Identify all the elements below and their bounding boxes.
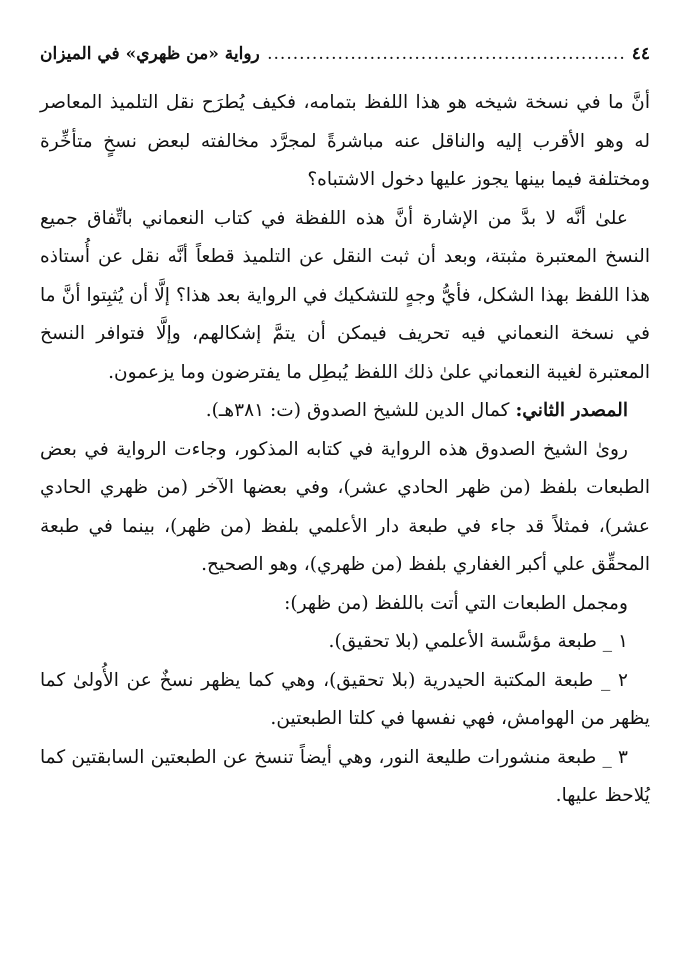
section-heading: المصدر الثاني:	[515, 400, 628, 421]
section-line	[40, 392, 650, 431]
header-title: رواية «من ظهري» في الميزان	[40, 44, 260, 64]
paragraph: علىٰ أنَّه لا بدَّ من الإشارة أنَّ هذه اللفظة في كتاب النعماني باتِّفاق جميع النسخ المعتبرة مثبتة، وبعد أن ثبت النقل عن التلميذ قطعاً أنَّه نقل عن أُستاذه هذا اللفظ بهذا الشكل، فأيُّ وجهٍ للتشكيك في الرواية بعد هذا؟ إلَّا أن يُثبِتوا أنَّ ما في نسخة النعماني فيه تحريف فيمكن أن يتمَّ إشكالهم، وإلَّا فتوافر النسخ المعتبرة لغيبة النعماني علىٰ ذلك اللفظ يُبطِل ما يفترضون وما يزعمون.	[40, 207, 650, 383]
header-leader-dots	[266, 44, 626, 64]
document-page	[40, 44, 650, 816]
paragraph-continuation: أنَّ ما في نسخة شيخه هو هذا اللفظ بتمامه، فكيف يُطرَح نقل التلميذ المعاصر له وهو الأقرب إليه والناقل عنه مباشرةً لمجرَّد مخالفته لبعض نسخٍ متأخِّرة ومختلفة فيما بينها يجوز عليها دخول الاشتباه؟	[40, 92, 650, 190]
list-item: ٢ _ طبعة المكتبة الحيدرية (بلا تحقيق)، وهي كما يظهر نسخٌ عن الأُولىٰ كما يظهر من الهوامش، فهي نفسها في كلتا الطبعتين.	[40, 669, 650, 729]
body-text	[40, 84, 650, 816]
running-header	[40, 44, 650, 74]
list-item: ٣ _ طبعة منشورات طليعة النور، وهي أيضاً تنسخ عن الطبعتين السابقتين كما يُلاحظ عليها.	[40, 746, 650, 806]
page-number: ٤٤	[631, 44, 650, 64]
paragraph-list-intro: ومجمل الطبعات التي أتت باللفظ (من ظهر):	[284, 592, 628, 614]
paragraph: روىٰ الشيخ الصدوق هذه الرواية في كتابه المذكور، وجاءت الرواية في بعض الطبعات بلفظ (من ظهر الحادي عشر)، وفي بعضها الآخر (من ظهري الحادي عشر)، فمثلاً قد جاء في طبعة دار الأعلمي بلفظ (من ظهر)، بينما في طبعة المحقِّق علي أكبر الغفاري بلفظ (من ظهري)، وهو الصحيح.	[40, 438, 650, 575]
list-item: ١ _ طبعة مؤسَّسة الأعلمي (بلا تحقيق).	[328, 631, 628, 652]
section-heading-text: كمال الدين للشيخ الصدوق (ت: ٣٨١هـ).	[205, 400, 516, 421]
